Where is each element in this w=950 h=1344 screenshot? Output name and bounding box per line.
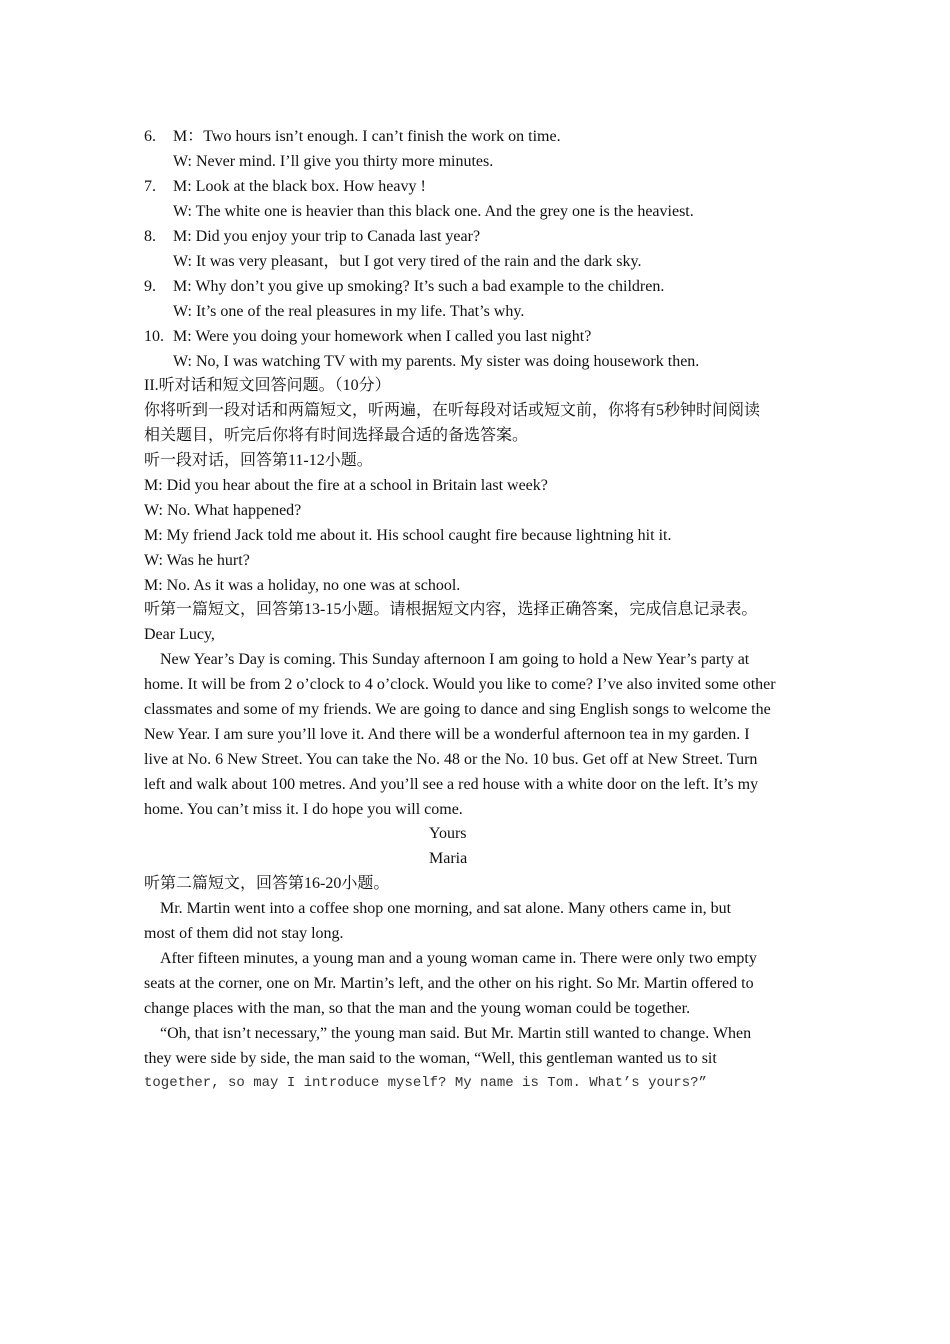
passage-heading: 听第二篇短文，回答第16-20小题。 — [144, 875, 390, 892]
section-instructions: 你将听到一段对话和两篇短文，听两遍，在听每段对话或短文前，你将有5秒钟时间阅读 — [144, 402, 761, 419]
dialogue-line-w: W: It was very pleasant，but I got very tired of the rain and the dark sky. — [173, 253, 642, 270]
passage-line: classmates and some of my friends. We are going to dance and sing English songs to welcome the — [144, 701, 771, 718]
dialogue-line: M: No. As it was a holiday, no one was at school. — [144, 577, 461, 594]
letter-salutation: Dear Lucy, — [144, 626, 215, 643]
dialogue-heading: 听一段对话，回答第11-12小题。 — [144, 452, 373, 469]
passage-heading: 听第一篇短文，回答第13-15小题。请根据短文内容，选择正确答案，完成信息记录表。 — [144, 601, 758, 618]
passage-line: home. It will be from 2 o’clock to 4 o’clock. Would you like to come? I’ve also invited some other — [144, 676, 776, 693]
passage-line: they were side by side, the man said to the woman, “Well, this gentleman wanted us to sit — [144, 1050, 717, 1067]
passage-line: change places with the man, so that the man and the young woman could be together. — [144, 1000, 691, 1017]
dialogue-line-m: M：Two hours isn’t enough. I can’t finish the work on time. — [173, 128, 561, 145]
item-number: 6. — [144, 128, 156, 145]
section-heading: II.听对话和短文回答问题。（10分） — [144, 377, 391, 394]
passage-line: “Oh, that isn’t necessary,” the young man said. But Mr. Martin still wanted to change. When — [160, 1025, 752, 1042]
dialogue-line-w: W: No, I was watching TV with my parents. My sister was doing housework then. — [173, 353, 700, 370]
dialogue-line-w: W: The white one is heavier than this black one. And the grey one is the heaviest. — [173, 203, 694, 220]
section-instructions: 相关题目，听完后你将有时间选择最合适的备选答案。 — [144, 427, 529, 444]
item-number: 9. — [144, 278, 156, 295]
letter-signature: Maria — [429, 850, 468, 867]
passage-line: home. You can’t miss it. I do hope you will come. — [144, 801, 463, 818]
dialogue-line-m: M: Look at the black box. How heavy ! — [173, 178, 426, 195]
dialogue-line-w: W: Never mind. I’ll give you thirty more minutes. — [173, 153, 494, 170]
dialogue-line: W: No. What happened? — [144, 502, 302, 519]
dialogue-line-w: W: It’s one of the real pleasures in my life. That’s why. — [173, 303, 525, 320]
passage-line: together, so may I introduce myself? My name is Tom. What’s yours?” — [144, 1075, 707, 1091]
dialogue-line: M: My friend Jack told me about it. His school caught fire because lightning hit it. — [144, 527, 672, 544]
passage-line: After fifteen minutes, a young man and a young woman came in. There were only two empty — [160, 950, 757, 967]
item-number: 10. — [144, 328, 164, 345]
passage-line: Mr. Martin went into a coffee shop one morning, and sat alone. Many others came in, but — [160, 900, 732, 917]
passage-line: left and walk about 100 metres. And you’ll see a red house with a white door on the left. It’s my — [144, 776, 759, 793]
passage-line: New Year. I am sure you’ll love it. And there will be a wonderful afternoon tea in my garden. I — [144, 726, 750, 743]
passage-line: New Year’s Day is coming. This Sunday afternoon I am going to hold a New Year’s party at — [160, 651, 750, 668]
passage-line: most of them did not stay long. — [144, 925, 344, 942]
passage-line: live at No. 6 New Street. You can take the No. 48 or the No. 10 bus. Get off at New Street. Turn — [144, 751, 758, 768]
item-number: 7. — [144, 178, 156, 195]
dialogue-line: M: Did you hear about the fire at a school in Britain last week? — [144, 477, 548, 494]
dialogue-line: W: Was he hurt? — [144, 552, 250, 569]
dialogue-line-m: M: Why don’t you give up smoking? It’s such a bad example to the children. — [173, 278, 665, 295]
dialogue-line-m: M: Were you doing your homework when I called you last night? — [173, 328, 592, 345]
letter-closing: Yours — [429, 825, 467, 842]
item-number: 8. — [144, 228, 156, 245]
dialogue-line-m: M: Did you enjoy your trip to Canada last year? — [173, 228, 481, 245]
passage-line: seats at the corner, one on Mr. Martin’s left, and the other on his right. So Mr. Martin offered to — [144, 975, 754, 992]
